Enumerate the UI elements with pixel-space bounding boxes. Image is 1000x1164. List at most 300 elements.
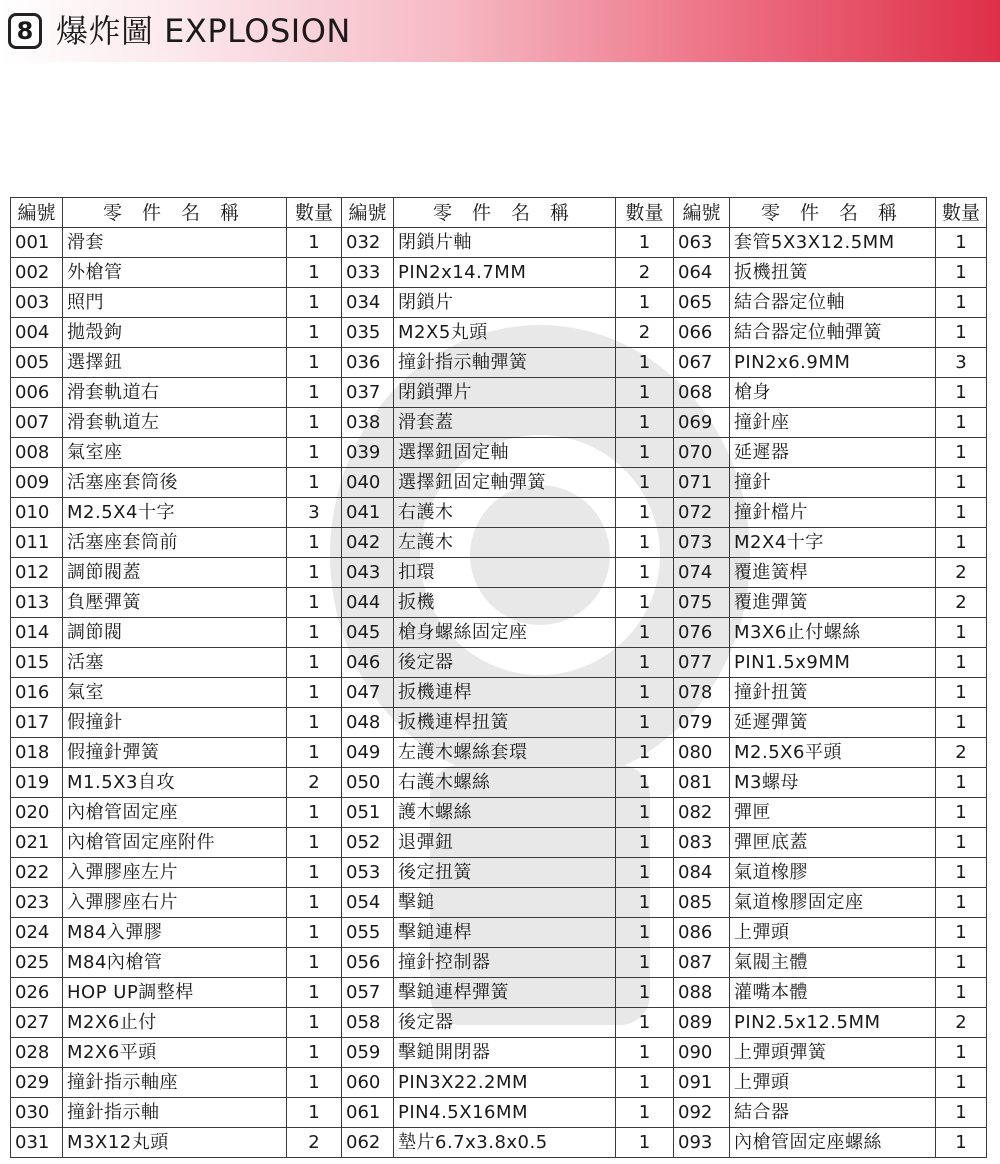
part-quantity-cell: 1 [936,888,987,918]
part-name-cell: 撞針指示軸彈簧 [394,348,616,378]
part-number-cell: 031 [11,1128,63,1158]
part-name-cell: 撞針座 [730,408,936,438]
part-quantity-cell: 1 [936,258,987,288]
part-number-cell: 092 [674,1098,730,1128]
part-name-cell: M84入彈膠 [63,918,287,948]
part-number-cell: 062 [342,1128,394,1158]
part-name-cell: 撞針檔片 [730,498,936,528]
part-name-cell: PIN3X22.2MM [394,1068,616,1098]
part-quantity-cell: 3 [287,498,342,528]
part-name-cell: 閉鎖片 [394,288,616,318]
part-number-cell: 017 [11,708,63,738]
part-quantity-cell: 1 [287,1098,342,1128]
part-quantity-cell: 2 [936,1008,987,1038]
column-header-number: 編號 [674,198,730,228]
part-quantity-cell: 1 [287,288,342,318]
part-name-cell: 氣道橡膠 [730,858,936,888]
table-header-row [11,198,987,228]
part-quantity-cell: 1 [936,648,987,678]
part-number-cell: 069 [674,408,730,438]
part-name-cell: PIN4.5X16MM [394,1098,616,1128]
part-quantity-cell: 1 [616,288,674,318]
part-number-cell: 005 [11,348,63,378]
part-name-cell: 彈匣 [730,798,936,828]
part-quantity-cell: 1 [287,678,342,708]
part-number-cell: 083 [674,828,730,858]
part-number-cell: 085 [674,888,730,918]
part-number-cell: 066 [674,318,730,348]
part-name-cell: 灌嘴本體 [730,978,936,1008]
part-name-cell: M3X6止付螺絲 [730,618,936,648]
part-name-cell: 後定器 [394,648,616,678]
part-number-cell: 004 [11,318,63,348]
part-name-cell: 套管5X3X12.5MM [730,228,936,258]
part-quantity-cell: 1 [287,348,342,378]
part-quantity-cell: 1 [936,858,987,888]
part-number-cell: 086 [674,918,730,948]
part-quantity-cell: 1 [936,1128,987,1158]
part-quantity-cell: 1 [616,468,674,498]
part-number-cell: 073 [674,528,730,558]
part-number-cell: 048 [342,708,394,738]
part-name-cell: 左護木螺絲套環 [394,738,616,768]
table-row [11,768,987,798]
part-number-cell: 042 [342,528,394,558]
part-number-cell: 030 [11,1098,63,1128]
table-row [11,318,987,348]
parts-table-body [11,228,987,1158]
part-name-cell: M2X4十字 [730,528,936,558]
table-row [11,228,987,258]
part-number-cell: 021 [11,828,63,858]
part-number-cell: 067 [674,348,730,378]
table-row [11,618,987,648]
part-number-cell: 088 [674,978,730,1008]
part-quantity-cell: 1 [616,1128,674,1158]
part-quantity-cell: 1 [616,588,674,618]
part-name-cell: 上彈頭 [730,918,936,948]
part-number-cell: 082 [674,798,730,828]
part-quantity-cell: 1 [936,1068,987,1098]
part-quantity-cell: 1 [287,708,342,738]
part-name-cell: 延遲彈簧 [730,708,936,738]
table-row [11,1038,987,1068]
part-number-cell: 047 [342,678,394,708]
part-name-cell: 入彈膠座右片 [63,888,287,918]
part-name-cell: 撞針控制器 [394,948,616,978]
part-number-cell: 055 [342,918,394,948]
part-quantity-cell: 1 [616,798,674,828]
part-quantity-cell: 1 [287,228,342,258]
part-name-cell: 選擇鈕 [63,348,287,378]
part-name-cell: 退彈鈕 [394,828,616,858]
part-name-cell: 上彈頭 [730,1068,936,1098]
part-quantity-cell: 1 [616,618,674,648]
part-name-cell: 撞針扭簧 [730,678,936,708]
part-number-cell: 003 [11,288,63,318]
table-row [11,1008,987,1038]
part-quantity-cell: 1 [287,378,342,408]
part-number-cell: 020 [11,798,63,828]
part-name-cell: 氣室 [63,678,287,708]
table-row [11,588,987,618]
part-number-cell: 025 [11,948,63,978]
part-quantity-cell: 1 [936,408,987,438]
part-quantity-cell: 1 [936,678,987,708]
part-quantity-cell: 1 [287,798,342,828]
part-number-cell: 036 [342,348,394,378]
part-number-cell: 009 [11,468,63,498]
column-header-part-name: 零 件 名 稱 [63,198,287,228]
table-row [11,1128,987,1158]
part-name-cell: 內槍管固定座螺絲 [730,1128,936,1158]
part-name-cell: 結合器定位軸 [730,288,936,318]
table-row [11,648,987,678]
part-name-cell: 選擇鈕固定軸彈簧 [394,468,616,498]
part-quantity-cell: 1 [616,528,674,558]
part-number-cell: 012 [11,558,63,588]
part-quantity-cell: 1 [936,708,987,738]
part-number-cell: 011 [11,528,63,558]
part-quantity-cell: 1 [287,978,342,1008]
part-quantity-cell: 1 [287,618,342,648]
part-quantity-cell: 2 [287,768,342,798]
part-name-cell: 假撞針彈簧 [63,738,287,768]
part-name-cell: 上彈頭彈簧 [730,1038,936,1068]
part-quantity-cell: 1 [287,318,342,348]
part-number-cell: 091 [674,1068,730,1098]
part-quantity-cell: 1 [616,1068,674,1098]
part-quantity-cell: 1 [616,648,674,678]
part-name-cell: 墊片6.7x3.8x0.5 [394,1128,616,1158]
part-number-cell: 015 [11,648,63,678]
part-quantity-cell: 1 [616,1038,674,1068]
part-quantity-cell: 1 [936,528,987,558]
part-number-cell: 041 [342,498,394,528]
part-quantity-cell: 1 [936,918,987,948]
part-name-cell: 閉鎖片軸 [394,228,616,258]
part-name-cell: 右護木螺絲 [394,768,616,798]
part-name-cell: HOP UP調整桿 [63,978,287,1008]
part-number-cell: 024 [11,918,63,948]
part-quantity-cell: 1 [287,258,342,288]
part-quantity-cell: 2 [616,258,674,288]
part-quantity-cell: 1 [287,468,342,498]
part-name-cell: M3X12丸頭 [63,1128,287,1158]
part-number-cell: 010 [11,498,63,528]
part-quantity-cell: 1 [616,738,674,768]
part-number-cell: 035 [342,318,394,348]
part-number-cell: 018 [11,738,63,768]
part-quantity-cell: 1 [287,408,342,438]
part-number-cell: 002 [11,258,63,288]
part-number-cell: 033 [342,258,394,288]
part-number-cell: 077 [674,648,730,678]
part-number-cell: 043 [342,558,394,588]
part-number-cell: 049 [342,738,394,768]
part-name-cell: 延遲器 [730,438,936,468]
column-header-quantity: 數量 [616,198,674,228]
part-quantity-cell: 3 [936,348,987,378]
table-row [11,978,987,1008]
table-row [11,288,987,318]
part-quantity-cell: 2 [616,318,674,348]
part-number-cell: 008 [11,438,63,468]
part-number-cell: 057 [342,978,394,1008]
part-number-cell: 093 [674,1128,730,1158]
part-number-cell: 052 [342,828,394,858]
part-number-cell: 023 [11,888,63,918]
part-quantity-cell: 1 [936,1098,987,1128]
part-name-cell: 入彈膠座左片 [63,858,287,888]
part-quantity-cell: 1 [287,528,342,558]
part-name-cell: 擊鎚連桿彈簧 [394,978,616,1008]
part-name-cell: 結合器 [730,1098,936,1128]
part-quantity-cell: 1 [936,318,987,348]
part-number-cell: 059 [342,1038,394,1068]
part-number-cell: 034 [342,288,394,318]
part-quantity-cell: 1 [936,228,987,258]
part-number-cell: 001 [11,228,63,258]
part-quantity-cell: 1 [287,1068,342,1098]
part-quantity-cell: 2 [936,738,987,768]
part-quantity-cell: 1 [287,738,342,768]
part-name-cell: M2X6平頭 [63,1038,287,1068]
part-name-cell: 槍身螺絲固定座 [394,618,616,648]
part-name-cell: 扳機 [394,588,616,618]
part-number-cell: 037 [342,378,394,408]
part-number-cell: 087 [674,948,730,978]
part-quantity-cell: 1 [616,408,674,438]
part-quantity-cell: 1 [287,948,342,978]
table-row [11,858,987,888]
part-quantity-cell: 1 [616,498,674,528]
part-number-cell: 065 [674,288,730,318]
part-number-cell: 007 [11,408,63,438]
part-name-cell: 拋殼鉤 [63,318,287,348]
part-quantity-cell: 2 [936,558,987,588]
part-name-cell: PIN2x6.9MM [730,348,936,378]
part-name-cell: 照門 [63,288,287,318]
section-number-badge: 8 [8,13,42,49]
part-number-cell: 039 [342,438,394,468]
table-row [11,378,987,408]
table-row [11,468,987,498]
part-name-cell: 後定器 [394,1008,616,1038]
table-row [11,1068,987,1098]
column-header-number: 編號 [342,198,394,228]
part-number-cell: 006 [11,378,63,408]
part-number-cell: 056 [342,948,394,978]
part-name-cell: M2.5X4十字 [63,498,287,528]
part-name-cell: 扳機連桿扭簧 [394,708,616,738]
table-row [11,918,987,948]
part-quantity-cell: 1 [616,348,674,378]
part-quantity-cell: 2 [936,588,987,618]
part-number-cell: 074 [674,558,730,588]
part-quantity-cell: 1 [936,828,987,858]
part-number-cell: 072 [674,498,730,528]
part-number-cell: 032 [342,228,394,258]
part-quantity-cell: 1 [616,708,674,738]
part-quantity-cell: 1 [616,768,674,798]
part-name-cell: 滑套 [63,228,287,258]
part-name-cell: 滑套蓋 [394,408,616,438]
part-quantity-cell: 1 [616,228,674,258]
part-quantity-cell: 1 [616,828,674,858]
part-name-cell: 活塞座套筒後 [63,468,287,498]
part-number-cell: 081 [674,768,730,798]
part-quantity-cell: 1 [616,978,674,1008]
part-quantity-cell: 1 [287,648,342,678]
column-header-quantity: 數量 [936,198,987,228]
table-row [11,438,987,468]
part-name-cell: 滑套軌道右 [63,378,287,408]
part-quantity-cell: 1 [287,888,342,918]
part-quantity-cell: 1 [287,558,342,588]
part-name-cell: 右護木 [394,498,616,528]
part-number-cell: 068 [674,378,730,408]
part-number-cell: 054 [342,888,394,918]
part-number-cell: 071 [674,468,730,498]
part-name-cell: 護木螺絲 [394,798,616,828]
part-name-cell: 活塞座套筒前 [63,528,287,558]
part-name-cell: 撞針指示軸 [63,1098,287,1128]
part-name-cell: 槍身 [730,378,936,408]
column-header-part-name: 零 件 名 稱 [394,198,616,228]
part-quantity-cell: 1 [936,948,987,978]
part-quantity-cell: 1 [616,558,674,588]
table-row [11,408,987,438]
part-number-cell: 029 [11,1068,63,1098]
part-quantity-cell: 1 [936,798,987,828]
part-name-cell: 覆進簧桿 [730,558,936,588]
part-name-cell: 擊鎚 [394,888,616,918]
part-quantity-cell: 1 [616,1098,674,1128]
section-title: 爆炸圖 EXPLOSION [56,12,351,50]
part-quantity-cell: 1 [616,1008,674,1038]
part-number-cell: 058 [342,1008,394,1038]
table-row [11,738,987,768]
part-number-cell: 038 [342,408,394,438]
part-quantity-cell: 1 [936,468,987,498]
part-number-cell: 079 [674,708,730,738]
part-number-cell: 026 [11,978,63,1008]
part-name-cell: M84內槍管 [63,948,287,978]
part-quantity-cell: 1 [287,918,342,948]
part-name-cell: 後定扭簧 [394,858,616,888]
part-number-cell: 040 [342,468,394,498]
table-row [11,528,987,558]
column-header-number: 編號 [11,198,63,228]
part-quantity-cell: 1 [936,498,987,528]
part-name-cell: 滑套軌道左 [63,408,287,438]
part-number-cell: 075 [674,588,730,618]
table-row [11,828,987,858]
part-number-cell: 013 [11,588,63,618]
part-number-cell: 060 [342,1068,394,1098]
table-row [11,498,987,528]
part-quantity-cell: 1 [936,618,987,648]
part-name-cell: 撞針 [730,468,936,498]
part-name-cell: 調節閥 [63,618,287,648]
part-quantity-cell: 1 [616,948,674,978]
table-row [11,678,987,708]
part-quantity-cell: 1 [616,678,674,708]
part-quantity-cell: 1 [287,828,342,858]
part-number-cell: 016 [11,678,63,708]
part-number-cell: 045 [342,618,394,648]
part-number-cell: 014 [11,618,63,648]
part-name-cell: 扳機連桿 [394,678,616,708]
table-row [11,558,987,588]
table-row [11,948,987,978]
part-number-cell: 053 [342,858,394,888]
column-header-quantity: 數量 [287,198,342,228]
part-number-cell: 078 [674,678,730,708]
part-name-cell: M2X5丸頭 [394,318,616,348]
part-name-cell: 閉鎖彈片 [394,378,616,408]
part-quantity-cell: 1 [287,1008,342,1038]
part-name-cell: M2X6止付 [63,1008,287,1038]
part-name-cell: M2.5X6平頭 [730,738,936,768]
part-number-cell: 070 [674,438,730,468]
part-quantity-cell: 1 [616,858,674,888]
table-row [11,1098,987,1128]
table-row [11,798,987,828]
part-number-cell: 084 [674,858,730,888]
part-quantity-cell: 1 [287,1038,342,1068]
part-name-cell: 撞針指示軸座 [63,1068,287,1098]
part-name-cell: 氣閥主體 [730,948,936,978]
part-number-cell: 028 [11,1038,63,1068]
part-name-cell: 活塞 [63,648,287,678]
parts-table [10,197,987,1158]
part-name-cell: 覆進彈簧 [730,588,936,618]
part-name-cell: 扳機扭簧 [730,258,936,288]
part-name-cell: 氣道橡膠固定座 [730,888,936,918]
part-name-cell: M1.5X3自攻 [63,768,287,798]
part-number-cell: 046 [342,648,394,678]
part-name-cell: PIN2x14.7MM [394,258,616,288]
part-quantity-cell: 1 [936,768,987,798]
part-number-cell: 022 [11,858,63,888]
part-name-cell: 擊鎚開閉器 [394,1038,616,1068]
table-row [11,888,987,918]
part-name-cell: PIN1.5x9MM [730,648,936,678]
part-quantity-cell: 1 [936,1038,987,1068]
part-number-cell: 044 [342,588,394,618]
part-name-cell: 擊鎚連桿 [394,918,616,948]
table-row [11,348,987,378]
part-name-cell: 扣環 [394,558,616,588]
part-number-cell: 080 [674,738,730,768]
part-name-cell: 調節閥蓋 [63,558,287,588]
part-name-cell: 負壓彈簧 [63,588,287,618]
part-number-cell: 076 [674,618,730,648]
part-number-cell: 019 [11,768,63,798]
part-quantity-cell: 1 [287,588,342,618]
part-name-cell: PIN2.5x12.5MM [730,1008,936,1038]
table-row [11,708,987,738]
part-number-cell: 090 [674,1038,730,1068]
table-row [11,258,987,288]
part-name-cell: 左護木 [394,528,616,558]
part-quantity-cell: 1 [936,378,987,408]
part-quantity-cell: 2 [287,1128,342,1158]
part-quantity-cell: 1 [616,918,674,948]
part-name-cell: 氣室座 [63,438,287,468]
